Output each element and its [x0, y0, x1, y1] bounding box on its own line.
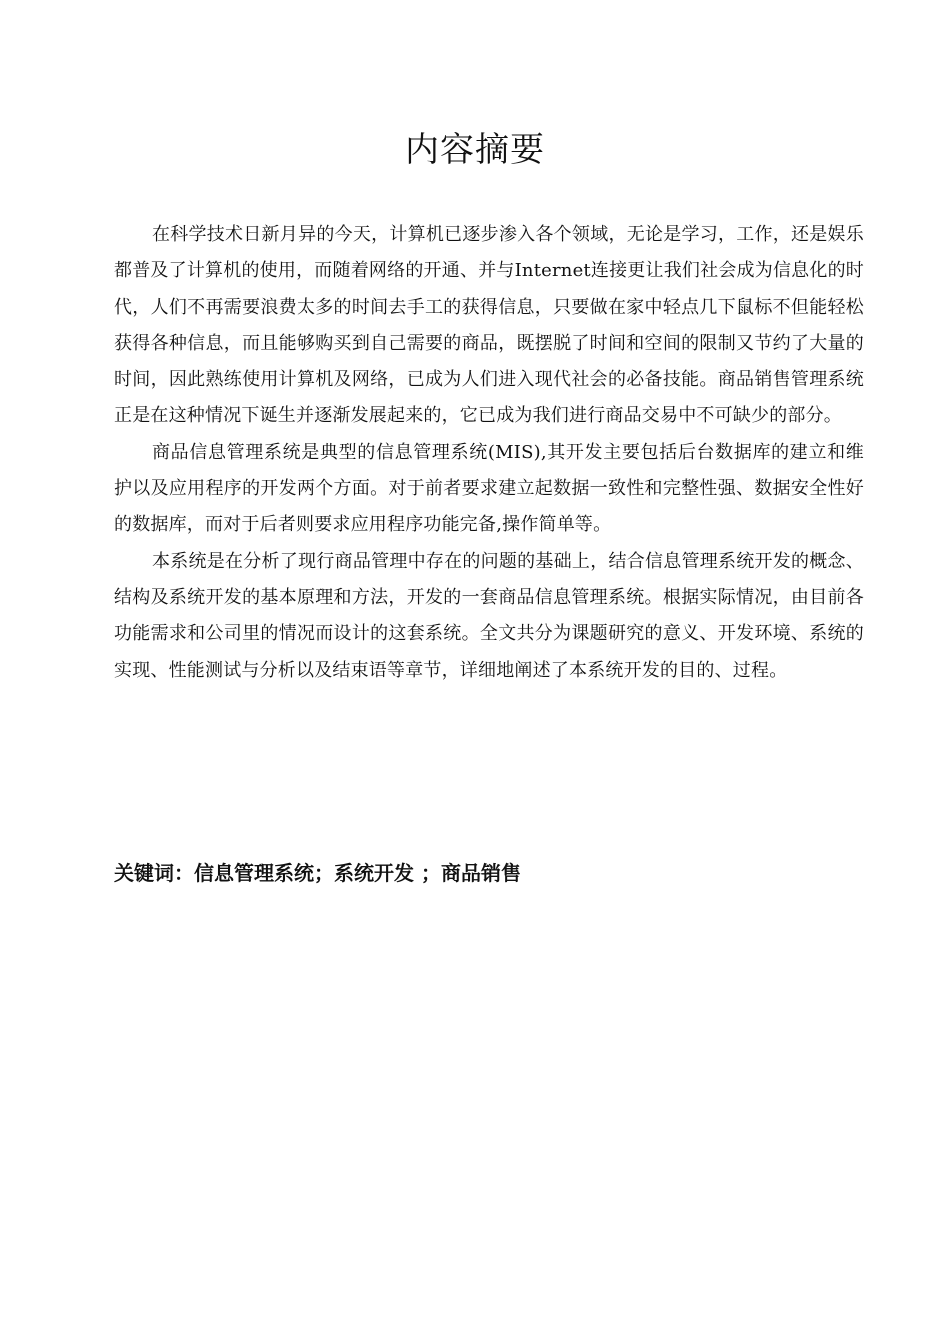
abstract-paragraph-2: 商品信息管理系统是典型的信息管理系统(MIS),其开发主要包括后台数据库的建立和维护以及应用程序的开发两个方面。对于前者要求建立起数据一致性和完整性强、数据安全性好的数据库，而对于后者则要求应用程序功能完备,操作简单等。 [114, 441, 864, 536]
document-title: 内容摘要 [405, 130, 545, 170]
abstract-paragraph-1: 在科学技术日新月异的今天，计算机已逐步渗入各个领域，无论是学习，工作，还是娱乐都普及了计算机的使用，而随着网络的开通、并与Internet连接更让我们社会成为信息化的时代，人们不再需要浪费太多的时间去手工的获得信息，只要做在家中轻点几下鼠标不但能轻松获得各种信息，而且能够购买到自己需要的商品，既摆脱了时间和空间的限制又节约了大量的时间，因此熟练使用计算机及网络，已成为人们进入现代社会的必备技能。商品销售管理系统正是在这种情况下诞生并逐渐发展起来的，它已成为我们进行商品交易中不可缺少的部分。 [114, 224, 864, 427]
abstract-body [114, 217, 864, 689]
keywords-line: 关键词：信息管理系统；系统开发 ；商品销售 [114, 861, 521, 885]
abstract-paragraph-3: 本系统是在分析了现行商品管理中存在的问题的基础上，结合信息管理系统开发的概念、结构及系统开发的基本原理和方法，开发的一套商品信息管理系统。根据实际情况，由目前各功能需求和公司里的情况而设计的这套系统。全文共分为课题研究的意义、开发环境、系统的实现、性能测试与分析以及结束语等章节，详细地阐述了本系统开发的目的、过程。 [114, 550, 864, 681]
